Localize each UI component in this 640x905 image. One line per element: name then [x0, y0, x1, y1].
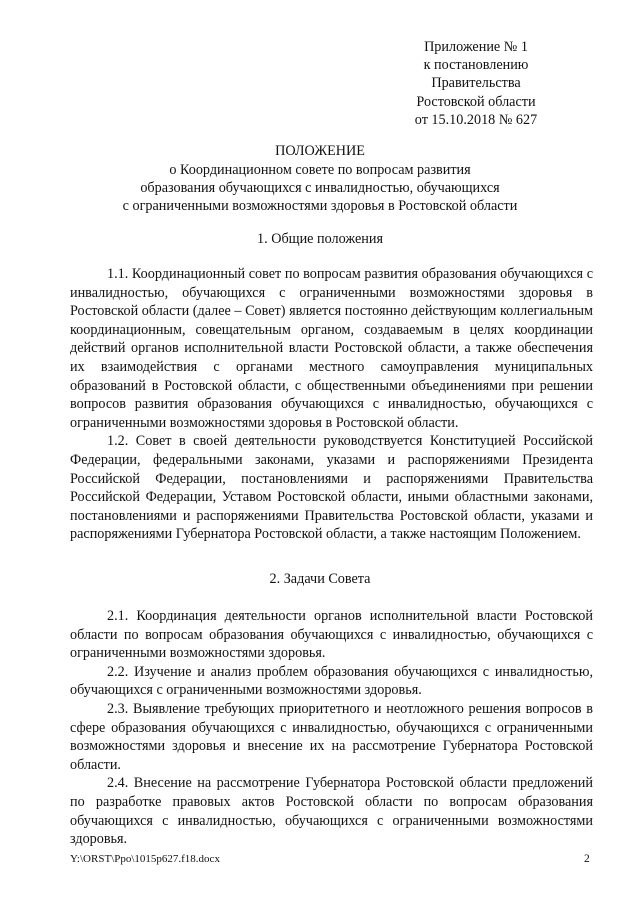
section-heading-general: 1. Общие положения — [257, 231, 383, 247]
page-number: 2 — [584, 853, 590, 865]
document-subtitle-line-1: о Координационном совете по вопросам развития — [169, 162, 471, 178]
paragraph-2-2: 2.2. Изучение и анализ проблем образования обучающихся с инвалидностью, обучающихся с ограниченными возможностями здоровья. — [70, 663, 593, 699]
document-subtitle-line-2: образования обучающихся с инвалидностью, обучающихся — [140, 180, 500, 196]
paragraph-2-1: 2.1. Координация деятельности органов исполнительной власти Ростовской области по вопросам образования обучающихся с инвалидностью, обучающихся с ограниченными возможностями здоровья. — [70, 608, 593, 662]
document-title — [70, 142, 570, 215]
paragraph-1-1: 1.1. Координационный совет по вопросам развития образования обучающихся с инвалидностью, обучающихся с ограниченными возможностями здоровья в Ростовской области (далее – Совет) является постоянно действующим коллегиальным координационным, совещательным органом, создаваемым в целях координации действий органов исполнительной власти Ростовской области, а также обеспечения их взаимодействия с органами местного самоуправления муниципальных образований в Ростовской области, с общественными объединениями при решении вопросов развития образования обучающихся с инвалидностью, обучающихся с ограниченными возможностями здоровья в Ростовской области. — [70, 266, 593, 431]
section-heading-tasks: 2. Задачи Совета — [269, 571, 371, 587]
appendix-to-resolution: к постановлению — [423, 57, 529, 74]
appendix-region: Ростовской области — [416, 93, 536, 110]
footer-file-path: Y:\ORST\Ppo\1015p627.f18.docx — [70, 853, 220, 865]
appendix-government: Правительства — [431, 75, 521, 92]
paragraph-2-4: 2.4. Внесение на рассмотрение Губернатора Ростовской области предложений по разработке правовых актов Ростовской области по вопросам образования обучающихся с инвалидностью, обучающихся с ограниченными возможностями здоровья. — [70, 775, 593, 848]
appendix-date-number: от 15.10.2018 № 627 — [414, 111, 538, 128]
appendix-number: Приложение № 1 — [424, 39, 528, 55]
section-council-tasks — [70, 607, 593, 849]
paragraph-1-2: 1.2. Совет в своей деятельности руководствуется Конституцией Российской Федерации, федеральными законами, указами и распоряжениями Президента Российской Федерации, постановлениями и распоряжениями Правительства Российской Федерации, Уставом Ростовской области, иными областными законами, постановлениями и распоряжениями Правительства Ростовской области, указами и распоряжениями Губернатора Ростовской области, а также настоящим Положением. — [70, 433, 593, 543]
paragraph-2-3: 2.3. Выявление требующих приоритетного и неотложного решения вопросов в сфере образования обучающихся с инвалидностью, обучающихся с ограниченными возможностями здоровья и внесение их на рассмотрение Губернатора Ростовской области. — [70, 700, 593, 773]
document-heading: ПОЛОЖЕНИЕ — [275, 143, 365, 159]
document-subtitle-line-3: с ограниченными возможностями здоровья в Ростовской области — [122, 198, 518, 214]
section-general-provisions — [70, 265, 593, 544]
appendix-reference — [386, 38, 566, 129]
